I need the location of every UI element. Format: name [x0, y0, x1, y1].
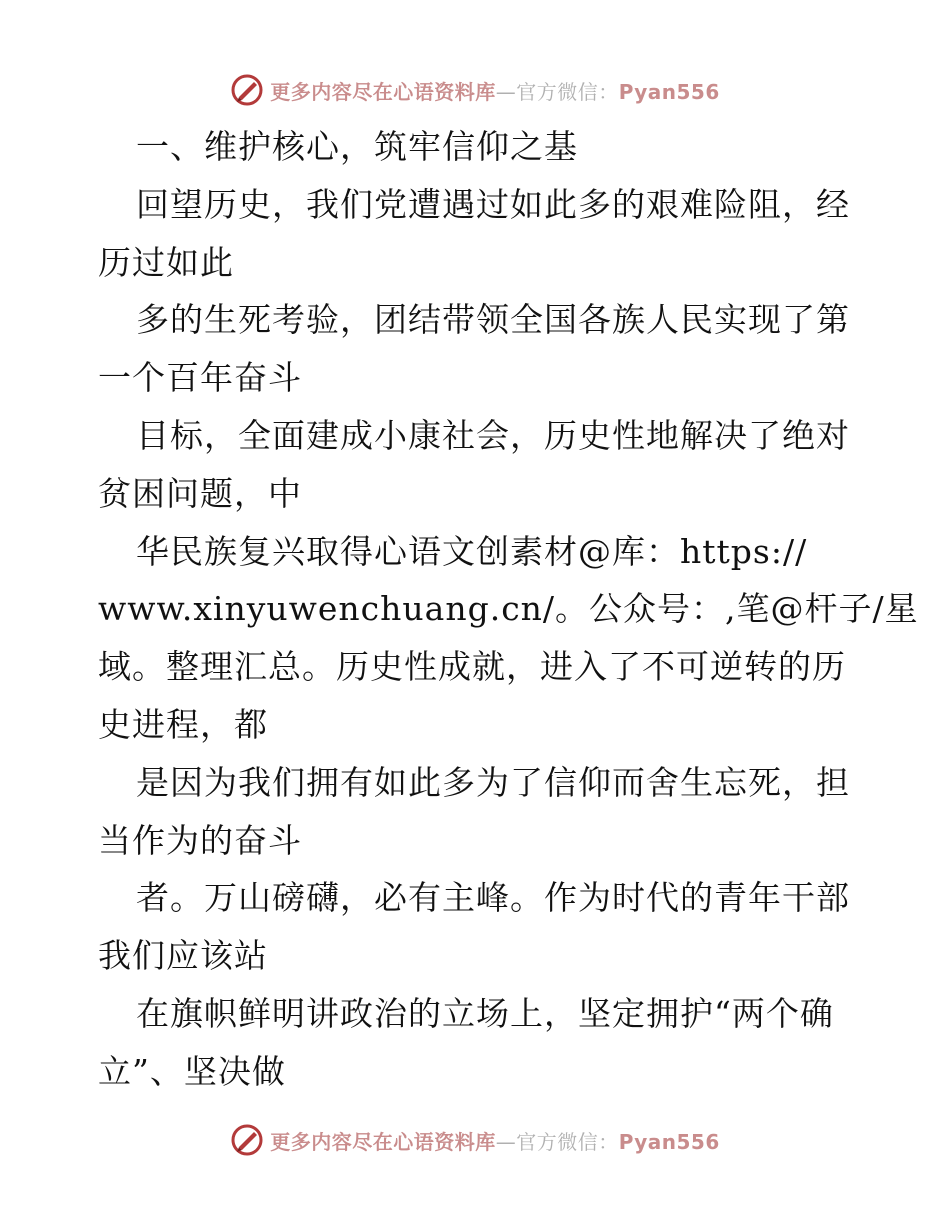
paragraph-line: 当作为的奋斗 — [98, 820, 302, 860]
paragraph-line: 我们应该站 — [98, 936, 268, 976]
footer-banner-wechat-label: 官方微信： — [516, 1129, 619, 1154]
footer-watermark-banner — [0, 1120, 950, 1160]
logo-icon — [230, 73, 264, 107]
paragraph-line: 域。整理汇总。历史性成就，进入了不可逆转的历 — [98, 647, 846, 687]
logo-icon — [230, 1123, 264, 1157]
header-watermark-banner — [0, 70, 950, 110]
footer-banner-main: 更多内容尽在心语资料库 — [270, 1129, 496, 1154]
header-banner-wechat-label: 官方微信： — [516, 79, 619, 104]
header-banner-text — [270, 76, 720, 105]
paragraph-line: 在旗帜鲜明讲政治的立场上，坚定拥护“两个确 — [136, 993, 834, 1033]
paragraph-line: 回望历史，我们党遭遇过如此多的艰难险阻，经 — [136, 184, 850, 224]
header-banner-wechat-id: Pyan556 — [618, 79, 720, 104]
paragraph-line: 目标，全面建成小康社会，历史性地解决了绝对 — [136, 415, 850, 455]
document-body — [98, 118, 919, 1101]
paragraph-line: 者。万山磅礴，必有主峰。作为时代的青年干部 — [136, 878, 850, 918]
footer-banner-wechat-id: Pyan556 — [618, 1129, 720, 1154]
section-heading: 一、维护核心，筑牢信仰之基 — [136, 127, 578, 166]
paragraph-line: www.xinyuwenchuang.cn/。公众号：,笔@杆子/星 — [98, 589, 919, 629]
paragraph-line: 华民族复兴取得心语文创素材@库：https:// — [136, 531, 808, 571]
paragraph-line: 史进程，都 — [98, 704, 268, 744]
paragraph-line: 多的生死考验，团结带领全国各族人民实现了第 — [136, 300, 850, 340]
paragraph-line: 历过如此 — [98, 242, 234, 282]
footer-banner-sep: — — [495, 1129, 517, 1154]
paragraph-line: 贫困问题，中 — [98, 473, 302, 513]
paragraph-line: 是因为我们拥有如此多为了信仰而舍生忘死，担 — [136, 762, 850, 802]
header-banner-sep: — — [495, 79, 517, 104]
footer-banner-text — [270, 1126, 720, 1155]
paragraph-line: 一个百年奋斗 — [98, 358, 302, 398]
paragraph-line: 立”、坚决做 — [98, 1051, 286, 1091]
header-banner-main: 更多内容尽在心语资料库 — [270, 79, 496, 104]
